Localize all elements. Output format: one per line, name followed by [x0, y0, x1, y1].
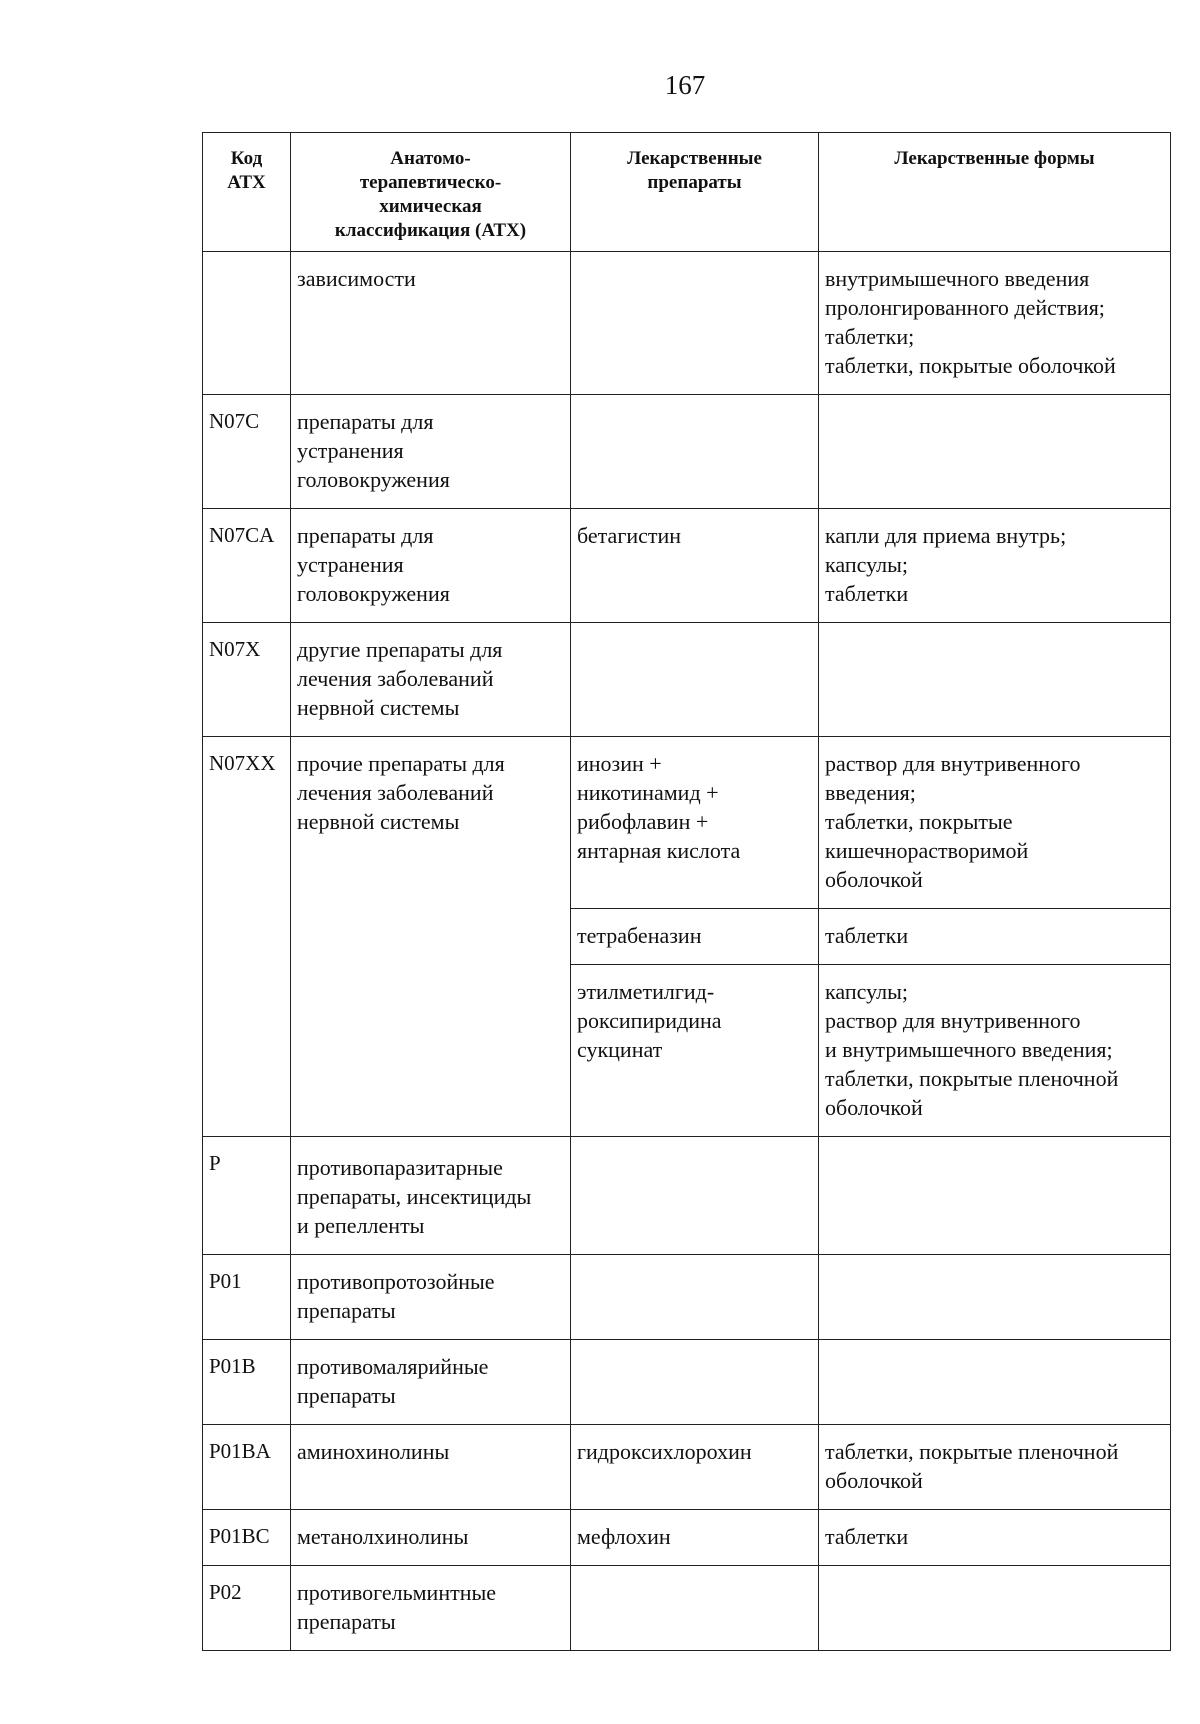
atc-name-cell: противомалярийные препараты [291, 1340, 571, 1425]
drug-cell: инозин + никотинамид + рибофлавин + янтарная кислота [571, 737, 819, 909]
drug-cell: гидроксихлорохин [571, 1425, 819, 1510]
header-code: Код АТХ [203, 133, 291, 252]
table-row [203, 252, 1171, 395]
atc-code-cell: P [203, 1137, 291, 1255]
dosage-forms-cell [819, 1566, 1171, 1651]
atc-name-cell: препараты для устранения головокружения [291, 395, 571, 509]
atc-name-cell: противогельминтные препараты [291, 1566, 571, 1651]
dosage-forms-cell: таблетки [819, 909, 1171, 965]
atc-code-cell: P02 [203, 1566, 291, 1651]
page-number: 167 [664, 70, 706, 100]
drug-cell [571, 252, 819, 395]
dosage-forms-cell: капсулы; раствор для внутривенного и внутримышечного введения; таблетки, покрытые пленочной оболочкой [819, 965, 1171, 1137]
header-drugs: Лекарственные препараты [571, 133, 819, 252]
atc-code-cell: N07C [203, 395, 291, 509]
table-row [203, 395, 1171, 509]
atc-code-cell: P01 [203, 1255, 291, 1340]
drug-cell: мефлохин [571, 1510, 819, 1566]
table-row [203, 623, 1171, 737]
atc-name-cell: аминохинолины [291, 1425, 571, 1510]
dosage-forms-cell: таблетки [819, 1510, 1171, 1566]
drug-cell [571, 1137, 819, 1255]
atc-code-cell: N07XX [203, 737, 291, 1137]
table-row [203, 1255, 1171, 1340]
dosage-forms-cell: капли для приема внутрь; капсулы; таблетки [819, 509, 1171, 623]
atc-code-cell: P01B [203, 1340, 291, 1425]
atc-name-cell: зависимости [291, 252, 571, 395]
table-row [203, 1566, 1171, 1651]
atc-code-cell: N07X [203, 623, 291, 737]
drug-cell [571, 1566, 819, 1651]
atc-name-cell: противопаразитарные препараты, инсектициды и репелленты [291, 1137, 571, 1255]
atc-name-cell: метанолхинолины [291, 1510, 571, 1566]
dosage-forms-cell [819, 623, 1171, 737]
table-row [203, 737, 1171, 909]
dosage-forms-cell [819, 1340, 1171, 1425]
atc-code-cell: N07CA [203, 509, 291, 623]
drug-cell: бетагистин [571, 509, 819, 623]
table-row [203, 1510, 1171, 1566]
dosage-forms-cell: внутримышечного введения пролонгированного действия; таблетки; таблетки, покрытые оболочкой [819, 252, 1171, 395]
drug-cell: этилметилгид- роксипиридина сукцинат [571, 965, 819, 1137]
dosage-forms-cell: раствор для внутривенного введения; таблетки, покрытые кишечнорастворимой оболочкой [819, 737, 1171, 909]
atc-name-cell: препараты для устранения головокружения [291, 509, 571, 623]
atc-code-cell [203, 252, 291, 395]
drug-cell [571, 395, 819, 509]
dosage-forms-cell [819, 1137, 1171, 1255]
drug-cell [571, 623, 819, 737]
table-row [203, 1425, 1171, 1510]
dosage-forms-cell [819, 395, 1171, 509]
drug-cell [571, 1340, 819, 1425]
table-row [203, 509, 1171, 623]
header-dosage-forms: Лекарственные формы [819, 133, 1171, 252]
dosage-forms-cell: таблетки, покрытые пленочной оболочкой [819, 1425, 1171, 1510]
dosage-forms-cell [819, 1255, 1171, 1340]
table-header-row [203, 133, 1171, 252]
table-row [203, 1137, 1171, 1255]
header-atc-classification: Анатомо- терапевтическо- химическая классификация (АТХ) [291, 133, 571, 252]
drug-cell: тетрабеназин [571, 909, 819, 965]
atc-name-cell: другие препараты для лечения заболеваний нервной системы [291, 623, 571, 737]
atc-name-cell: прочие препараты для лечения заболеваний нервной системы [291, 737, 571, 1137]
table-row [203, 1340, 1171, 1425]
drug-cell [571, 1255, 819, 1340]
atc-drug-table [202, 132, 1171, 1651]
atc-name-cell: противопротозойные препараты [291, 1255, 571, 1340]
atc-code-cell: P01BC [203, 1510, 291, 1566]
atc-code-cell: P01BA [203, 1425, 291, 1510]
